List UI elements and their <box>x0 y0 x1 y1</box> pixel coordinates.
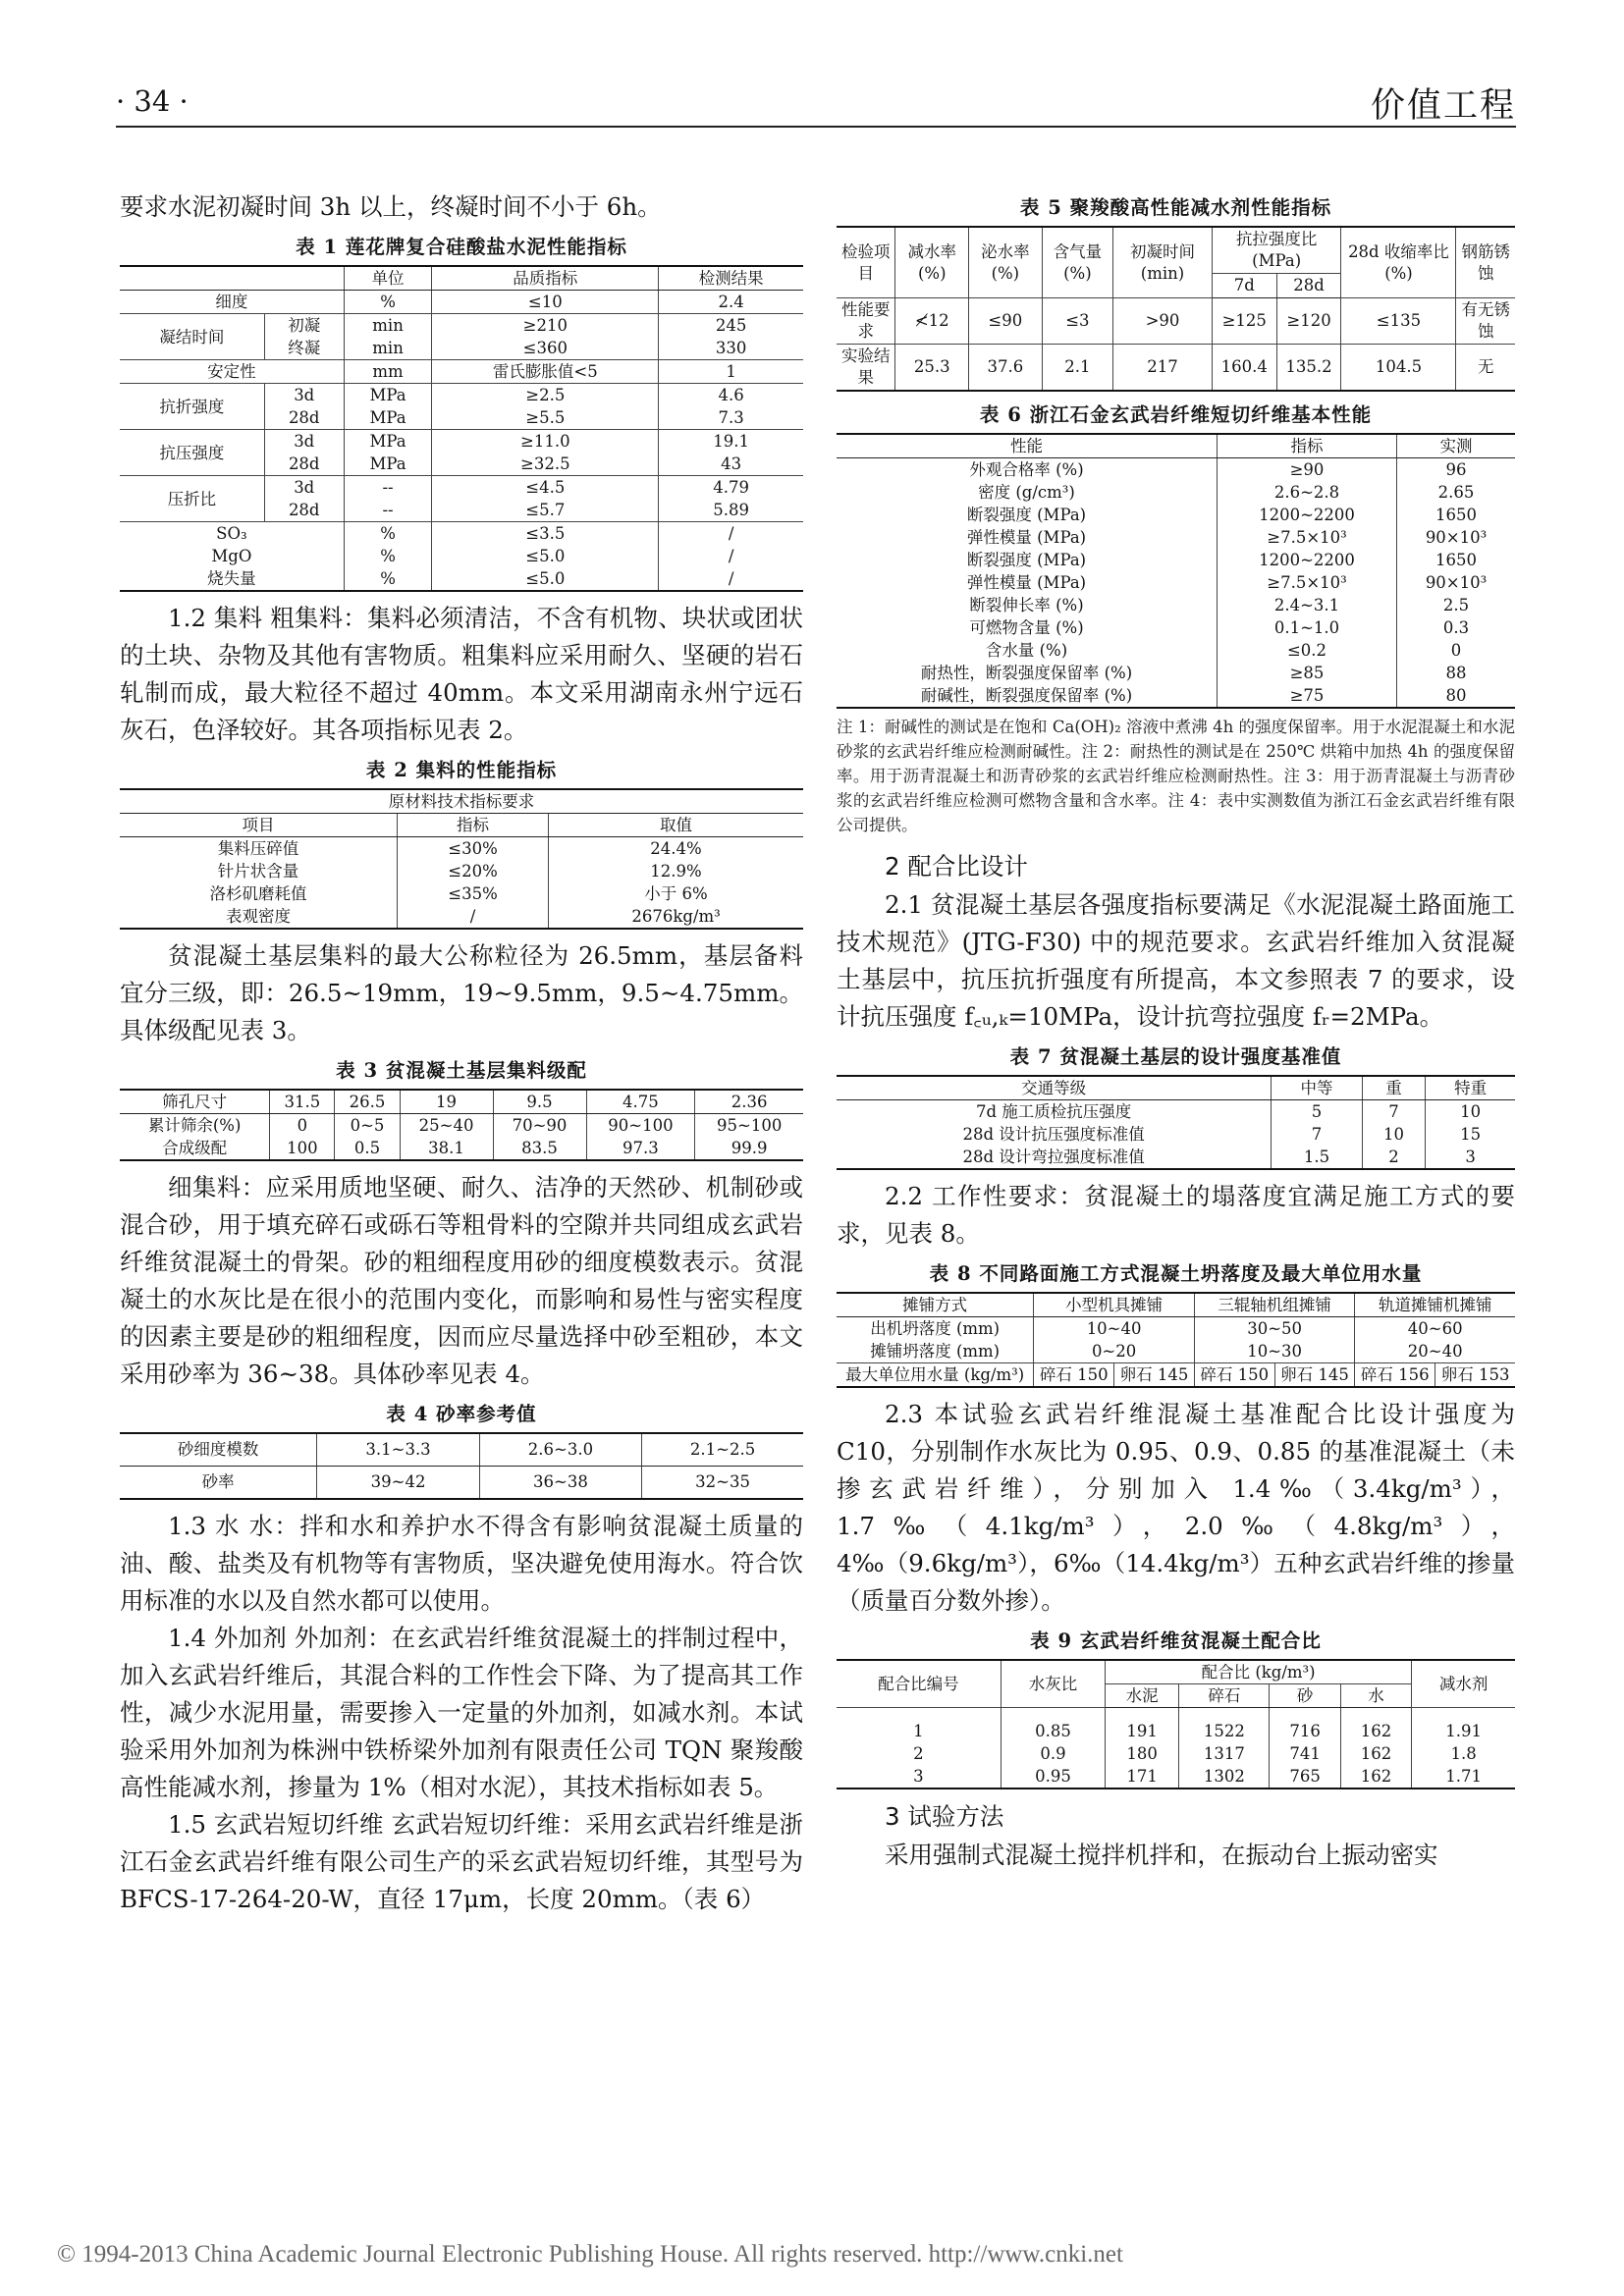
table-cell: 水 <box>1340 1684 1411 1708</box>
table-cell: 15 <box>1426 1123 1515 1146</box>
table-cell: 3 <box>1426 1146 1515 1169</box>
table-cell: 741 <box>1270 1742 1340 1765</box>
table-cell: % <box>344 567 431 591</box>
table-cell: 330 <box>659 337 803 360</box>
table-cell: 7d 施工质检抗压强度 <box>837 1100 1272 1124</box>
paragraph-1-4: 1.4 外加剂 外加剂：在玄武岩纤维贫混凝土的拌制过程中，加入玄武岩纤维后，其混合料的工作性会下降、为了提高其工作性，减少水泥用量，需要掺入一定量的外加剂，如减水剂。本试验采用外加剂为株洲中铁桥梁外加剂有限责任公司 TQN 聚羧酸高性能减水剂，掺量为 1%（相对水泥），其技术指标如表 5。 <box>120 1624 803 1801</box>
page-number: · 34 · <box>116 84 189 118</box>
table-cell: 2.5 <box>1397 594 1515 616</box>
table-cell: 外观合格率 (%) <box>837 458 1217 482</box>
table-cell: 可燃物含量 (%) <box>837 616 1217 639</box>
table-cell: ≤30% <box>398 837 549 861</box>
table-cell: 7d <box>1212 274 1276 298</box>
table-cell: 765 <box>1270 1765 1340 1789</box>
table-cell: 3.1~3.3 <box>317 1433 479 1467</box>
table8-caption: 表 8 不同路面施工方式混凝土坍落度及最大单位用水量 <box>929 1262 1423 1285</box>
copyright-footer: © 1994-2013 China Academic Journal Electronic Publishing House. All rights reserved. http://www.cnki.net <box>57 2241 1123 2268</box>
table-cell: 3d <box>264 384 344 407</box>
paragraph-fine-aggregate: 细集料：应采用质地坚硬、耐久、洁净的天然砂、机制砂或混合砂，用于填充碎石或砾石等粗骨料的空隙并共同组成玄武岩纤维贫混凝土的骨架。砂的粗细程度用砂的细度模数表示。贫混凝土的水灰比是在很小的范围内变化，而影响和易性与密实程度的因素主要是砂的粗细程度，因而应尽量选择中砂至粗砂，本文采用砂率为 36~38。具体砂率见表 4。 <box>120 1173 803 1388</box>
table-cell: 12.9% <box>549 860 803 882</box>
table-cell: 28d <box>264 406 344 430</box>
table-cell: 19.1 <box>659 430 803 454</box>
table-cell: MPa <box>344 430 431 454</box>
table-cell: 0~20 <box>1034 1340 1195 1363</box>
section-2-heading: 2 配合比设计 <box>885 852 1028 881</box>
table-cell <box>837 1708 1001 1720</box>
table-cell: 摊铺方式 <box>837 1293 1034 1317</box>
table-cell: 160.4 <box>1212 345 1276 392</box>
table-cell: min <box>344 337 431 360</box>
table-cell: ≤4.5 <box>432 476 659 500</box>
table-cell: 2.65 <box>1397 481 1515 504</box>
table-cell: 初凝时间(min) <box>1113 227 1213 298</box>
paragraph-intro: 要求水泥初凝时间 3h 以上，终凝时间不小于 6h。 <box>120 192 662 221</box>
table-cell: 弹性模量 (MPa) <box>837 571 1217 594</box>
table-cell: 19 <box>400 1090 493 1114</box>
paragraph-2-1: 2.1 贫混凝土基层各强度指标要满足《水泥混凝土路面施工技术规范》(JTG-F30) 中的规范要求。玄武岩纤维加入贫混凝土基层中，抗压抗折强度有所提高，本文参照表 7 的要求，设计抗压强度 f꜀ᵤ,ₖ=10MPa，设计抗弯拉强度 fᵣ=2MPa。 <box>837 890 1515 1031</box>
table-cell: 摊铺坍落度 (mm) <box>837 1340 1034 1363</box>
table-cell: 密度 (g/cm³) <box>837 481 1217 504</box>
table-cell: 0 <box>270 1114 335 1138</box>
table7 <box>837 1075 1515 1170</box>
table-cell: 检测结果 <box>659 266 803 291</box>
table6 <box>837 433 1515 709</box>
journal-title: 价值工程 <box>1370 86 1516 126</box>
table-cell: 减水率(%) <box>895 227 969 298</box>
table-cell: 2.6~3.0 <box>479 1433 641 1467</box>
table-cell: % <box>344 291 431 314</box>
paragraph-3: 采用强制式混凝土搅拌机拌和，在振动台上振动密实 <box>885 1840 1438 1869</box>
table-cell: 1 <box>837 1720 1001 1742</box>
table-cell: 抗压强度 <box>120 430 264 476</box>
table-cell: ≤5.0 <box>432 567 659 591</box>
table-cell: ≥90 <box>1217 458 1396 482</box>
table-cell: 80 <box>1397 684 1515 708</box>
table-cell: 30~50 <box>1194 1317 1355 1341</box>
table-cell: 无 <box>1456 345 1515 392</box>
table-cell: 中等 <box>1272 1076 1362 1100</box>
table-cell: ≤5.7 <box>432 499 659 522</box>
table-cell: 弹性模量 (MPa) <box>837 526 1217 549</box>
table-cell: 191 <box>1106 1720 1179 1742</box>
table5 <box>837 226 1515 392</box>
table-cell: 品质指标 <box>432 266 659 291</box>
table-cell: 10 <box>1426 1100 1515 1124</box>
table-cell: 135.2 <box>1276 345 1341 392</box>
table-cell: 细度 <box>120 291 344 314</box>
table-cell: 1200~2200 <box>1217 504 1396 526</box>
table-cell: -- <box>344 476 431 500</box>
table6-caption: 表 6 浙江石金玄武岩纤维短切纤维基本性能 <box>979 403 1373 426</box>
table-cell: 0~5 <box>335 1114 400 1138</box>
header-rule <box>116 126 1516 128</box>
table-cell: 实测 <box>1397 434 1515 458</box>
table-cell: ≤10 <box>432 291 659 314</box>
table-cell: 26.5 <box>335 1090 400 1114</box>
table-cell: 31.5 <box>270 1090 335 1114</box>
table4-caption: 表 4 砂率参考值 <box>386 1403 537 1425</box>
table-cell: 245 <box>659 314 803 338</box>
table-cell: 出机坍落度 (mm) <box>837 1317 1034 1341</box>
table-cell: ≤90 <box>969 298 1043 345</box>
table1-caption: 表 1 莲花牌复合硅酸盐水泥性能指标 <box>296 236 627 258</box>
table-cell: ≥210 <box>432 314 659 338</box>
table-cell: MPa <box>344 406 431 430</box>
table-cell: 0.1~1.0 <box>1217 616 1396 639</box>
table3-caption: 表 3 贫混凝土基层集料级配 <box>336 1059 587 1082</box>
table-cell <box>1179 1708 1270 1720</box>
paragraph-1-2: 1.2 集料 粗集料：集料必须清洁，不含有机物、块状或团状的土块、杂物及其他有害物质。粗集料应采用耐久、坚硬的岩石轧制而成，最大粒径不超过 40mm。本文采用湖南永州宁远石灰石，色泽较好。其各项指标见表 2。 <box>120 604 803 744</box>
table-cell: 终凝 <box>264 337 344 360</box>
table-cell: 3 <box>837 1765 1001 1789</box>
table-cell: 28d <box>264 453 344 476</box>
table-cell <box>1270 1708 1340 1720</box>
table-cell: 3d <box>264 430 344 454</box>
table-cell: mm <box>344 360 431 384</box>
table-cell: 1.5 <box>1272 1146 1362 1169</box>
table-cell: 卵石 145 <box>1274 1363 1355 1388</box>
table-cell: 716 <box>1270 1720 1340 1742</box>
table-cell: 三辊轴机组摊铺 <box>1194 1293 1355 1317</box>
table-cell: 抗折强度 <box>120 384 264 430</box>
table-cell: 项目 <box>120 814 398 837</box>
table-cell: 25.3 <box>895 345 969 392</box>
table-cell: ≥125 <box>1212 298 1276 345</box>
table-cell: ≤360 <box>432 337 659 360</box>
table-cell: 原材料技术指标要求 <box>120 789 803 814</box>
table-cell: 配合比编号 <box>837 1660 1001 1708</box>
table-cell: ≮12 <box>895 298 969 345</box>
table4 <box>120 1432 803 1500</box>
table-cell: 2.4 <box>659 291 803 314</box>
right-column <box>837 192 1515 1874</box>
table-cell: ≤35% <box>398 882 549 905</box>
table-cell: / <box>659 567 803 591</box>
table-cell: 性能 <box>837 434 1217 458</box>
table-cell: 轨道摊铺机摊铺 <box>1355 1293 1515 1317</box>
table-cell: 2.4~3.1 <box>1217 594 1396 616</box>
table-cell: 37.6 <box>969 345 1043 392</box>
table-cell: MPa <box>344 384 431 407</box>
table-cell: 1.8 <box>1412 1742 1515 1765</box>
table-cell: 凝结时间 <box>120 314 264 360</box>
table-cell: 指标 <box>398 814 549 837</box>
table-cell: 83.5 <box>493 1137 586 1160</box>
table-cell: 水灰比 <box>1001 1660 1105 1708</box>
table-cell: 交通等级 <box>837 1076 1272 1100</box>
table-cell: 1.71 <box>1412 1765 1515 1789</box>
table-cell: 36~38 <box>479 1467 641 1500</box>
table6-note: 注 1：耐碱性的测试是在饱和 Ca(OH)₂ 溶液中煮沸 4h 的强度保留率。用于水泥混凝土和水泥砂浆的玄武岩纤维应检测耐碱性。注 2：耐热性的测试是在 250℃ 烘箱中加热 4h 的强度保留率。用于沥青混凝土和沥青砂浆的玄武岩纤维应检测耐热性。注 3：用于沥青混凝土与沥青砂浆的玄武岩纤维应检测可燃物含量和含水率。注 4：表中实测数值为浙江石金玄武岩纤维有限公司提供。 <box>837 718 1515 834</box>
table-cell: 1 <box>659 360 803 384</box>
table7-caption: 表 7 贫混凝土基层的设计强度基准值 <box>1009 1045 1342 1068</box>
table-cell: 162 <box>1340 1765 1411 1789</box>
table-cell: 含气量(%) <box>1042 227 1113 298</box>
table8 <box>837 1292 1515 1388</box>
table-cell: % <box>344 545 431 567</box>
table-cell: 28d <box>1276 274 1341 298</box>
table-cell: 10 <box>1362 1123 1426 1146</box>
table-cell: 162 <box>1340 1742 1411 1765</box>
table-cell: 97.3 <box>586 1137 695 1160</box>
table1 <box>120 265 803 592</box>
table-cell: 99.9 <box>695 1137 803 1160</box>
table-cell: 耐热性，断裂强度保留率 (%) <box>837 662 1217 684</box>
table-cell: 泌水率(%) <box>969 227 1043 298</box>
table-cell: 性能要求 <box>837 298 895 345</box>
table-cell: 104.5 <box>1341 345 1456 392</box>
table-cell: 180 <box>1106 1742 1179 1765</box>
table-cell: 取值 <box>549 814 803 837</box>
table-cell: 0 <box>1397 639 1515 662</box>
table-cell: 洛杉矶磨耗值 <box>120 882 398 905</box>
table-cell: 4.79 <box>659 476 803 500</box>
table-cell: 40~60 <box>1355 1317 1515 1341</box>
table-cell: ≥11.0 <box>432 430 659 454</box>
table-cell: 32~35 <box>642 1467 803 1500</box>
table-cell: 88 <box>1397 662 1515 684</box>
table-cell: 碎石 156 <box>1355 1363 1435 1388</box>
table-cell: 70~90 <box>493 1114 586 1138</box>
table-cell: 2 <box>1362 1146 1426 1169</box>
table-cell: 2 <box>837 1742 1001 1765</box>
table-cell: 重 <box>1362 1076 1426 1100</box>
table-cell <box>1106 1708 1179 1720</box>
table-cell <box>1412 1708 1515 1720</box>
table-cell: 最大单位用水量 (kg/m³) <box>837 1363 1034 1388</box>
table-cell: 43 <box>659 453 803 476</box>
table-cell: 碎石 150 <box>1034 1363 1114 1388</box>
paragraph-1-5: 1.5 玄武岩短切纤维 玄武岩短切纤维：采用玄武岩纤维是浙江石金玄武岩纤维有限公司生产的采玄武岩短切纤维，其型号为 BFCS-17-264-20-W，直径 17μm，长度 20mm。（表 6） <box>120 1810 803 1913</box>
table-cell: 28d 设计弯拉强度标准值 <box>837 1146 1272 1169</box>
table-cell: 1522 <box>1179 1720 1270 1742</box>
table-cell: 100 <box>270 1137 335 1160</box>
table-cell: 2.1~2.5 <box>642 1433 803 1467</box>
table-cell: 针片状含量 <box>120 860 398 882</box>
table-cell: ≤3.5 <box>432 522 659 546</box>
table-cell: 28d 收缩率比(%) <box>1341 227 1456 298</box>
table-cell: 卵石 153 <box>1435 1363 1515 1388</box>
table-cell: / <box>398 905 549 929</box>
table-cell: 单位 <box>344 266 431 291</box>
table-cell <box>1340 1708 1411 1720</box>
table-cell: 断裂强度 (MPa) <box>837 549 1217 571</box>
table-cell: % <box>344 522 431 546</box>
table-cell: 4.75 <box>586 1090 695 1114</box>
table-cell: 10~30 <box>1194 1340 1355 1363</box>
left-column <box>120 188 803 1918</box>
table-cell: >90 <box>1113 298 1213 345</box>
table-cell: 90×10³ <box>1397 571 1515 594</box>
table-cell: / <box>659 522 803 546</box>
table2-caption: 表 2 集料的性能指标 <box>365 759 558 781</box>
table-cell: 特重 <box>1426 1076 1515 1100</box>
table-cell: ≥7.5×10³ <box>1217 526 1396 549</box>
table-cell: 217 <box>1113 345 1213 392</box>
table-cell: / <box>659 545 803 567</box>
table2 <box>120 788 803 930</box>
table-cell: 碎石 150 <box>1194 1363 1274 1388</box>
table-cell <box>1001 1708 1105 1720</box>
table-cell: 7.3 <box>659 406 803 430</box>
table-cell: 安定性 <box>120 360 344 384</box>
table-cell: ≤135 <box>1341 298 1456 345</box>
table-cell: 39~42 <box>317 1467 479 1500</box>
table-cell: 2.6~2.8 <box>1217 481 1396 504</box>
table-cell: 雷氏膨胀值<5 <box>432 360 659 384</box>
table-cell: 指标 <box>1217 434 1396 458</box>
table9 <box>837 1659 1515 1789</box>
table-cell: ≤20% <box>398 860 549 882</box>
table-cell: 0.9 <box>1001 1742 1105 1765</box>
table-cell: 表观密度 <box>120 905 398 929</box>
table-cell: 3d <box>264 476 344 500</box>
table-cell: 小型机具摊铺 <box>1034 1293 1195 1317</box>
table-cell: 24.4% <box>549 837 803 861</box>
table3 <box>120 1089 803 1161</box>
table9-caption: 表 9 玄武岩纤维贫混凝土配合比 <box>1030 1629 1322 1652</box>
table-cell: 90×10³ <box>1397 526 1515 549</box>
table-cell: min <box>344 314 431 338</box>
table-cell: 0.5 <box>335 1137 400 1160</box>
table-cell: 38.1 <box>400 1137 493 1160</box>
table-cell: 1302 <box>1179 1765 1270 1789</box>
table-cell: ≥7.5×10³ <box>1217 571 1396 594</box>
table-cell: 2676kg/m³ <box>549 905 803 929</box>
table-cell: MgO <box>120 545 344 567</box>
table-cell: 烧失量 <box>120 567 344 591</box>
table-cell: 小于 6% <box>549 882 803 905</box>
table-cell: 2.1 <box>1042 345 1113 392</box>
table-cell: 4.6 <box>659 384 803 407</box>
table-cell: 0.3 <box>1397 616 1515 639</box>
paragraph-2-3: 2.3 本试验玄武岩纤维混凝土基准配合比设计强度为 C10，分别制作水灰比为 0.95、0.9、0.85 的基准混凝土（未掺玄武岩纤维），分别加入 1.4‰（3.4kg/m³），1.7‰（4.1kg/m³），2.0‰（4.8kg/m³），4‰（9.6kg/m³），6‰（14.4kg/m³）五种玄武岩纤维的掺量（质量百分数外掺）。 <box>837 1400 1515 1615</box>
table-cell: 95~100 <box>695 1114 803 1138</box>
table-cell: ≤5.0 <box>432 545 659 567</box>
table-cell: 7 <box>1272 1123 1362 1146</box>
table-cell: 28d <box>264 499 344 522</box>
table-cell: 28d 设计抗压强度标准值 <box>837 1123 1272 1146</box>
table-cell: 砂率 <box>120 1467 317 1500</box>
table-cell: 162 <box>1340 1720 1411 1742</box>
table-cell: 抗拉强度比(MPa) <box>1212 227 1341 274</box>
table-cell: 0.95 <box>1001 1765 1105 1789</box>
table-cell: 筛孔尺寸 <box>120 1090 270 1114</box>
table-cell: 减水剂 <box>1412 1660 1515 1708</box>
table-cell: ≥2.5 <box>432 384 659 407</box>
table-cell: 25~40 <box>400 1114 493 1138</box>
table-cell: 钢筋锈蚀 <box>1456 227 1515 298</box>
table-cell: 含水量 (%) <box>837 639 1217 662</box>
table-cell: SO₃ <box>120 522 344 546</box>
table-cell: 水泥 <box>1106 1684 1179 1708</box>
table-cell: 5 <box>1272 1100 1362 1124</box>
table-cell: ≥85 <box>1217 662 1396 684</box>
table-cell: 压折比 <box>120 476 264 522</box>
table-cell: MPa <box>344 453 431 476</box>
table-cell: -- <box>344 499 431 522</box>
table-cell: 实验结果 <box>837 345 895 392</box>
table-cell: 1650 <box>1397 504 1515 526</box>
table-cell: 5.89 <box>659 499 803 522</box>
table-cell: 碎石 <box>1179 1684 1270 1708</box>
table-cell: 1317 <box>1179 1742 1270 1765</box>
table-cell: 卵石 145 <box>1114 1363 1195 1388</box>
table-cell: 10~40 <box>1034 1317 1195 1341</box>
table-cell: 1650 <box>1397 549 1515 571</box>
table-cell: 检验项目 <box>837 227 895 298</box>
table-cell: 累计筛余(%) <box>120 1114 270 1138</box>
table-cell: 171 <box>1106 1765 1179 1789</box>
table-cell: 7 <box>1362 1100 1426 1124</box>
table-cell: 配合比 (kg/m³) <box>1106 1660 1412 1684</box>
table-cell: ≥120 <box>1276 298 1341 345</box>
table-cell: ≤3 <box>1042 298 1113 345</box>
table-cell: 耐碱性，断裂强度保留率 (%) <box>837 684 1217 708</box>
table-cell: 合成级配 <box>120 1137 270 1160</box>
table-cell: 有无锈蚀 <box>1456 298 1515 345</box>
table-cell: 初凝 <box>264 314 344 338</box>
paragraph-grading: 贫混凝土基层集料的最大公称粒径为 26.5mm，基层备料宜分三级，即：26.5~19mm，19~9.5mm，9.5~4.75mm。具体级配见表 3。 <box>120 941 803 1044</box>
table-cell: 9.5 <box>493 1090 586 1114</box>
paragraph-2-2: 2.2 工作性要求：贫混凝土的塌落度宜满足施工方式的要求，见表 8。 <box>837 1182 1515 1248</box>
section-3-heading: 3 试验方法 <box>885 1801 1004 1831</box>
table-cell: 断裂伸长率 (%) <box>837 594 1217 616</box>
table-cell: 集料压碎值 <box>120 837 398 861</box>
table-cell: ≤0.2 <box>1217 639 1396 662</box>
paragraph-1-3: 1.3 水 水：拌和水和养护水不得含有影响贫混凝土质量的油、酸、盐类及有机物等有害物质，坚决避免使用海水。符合饮用标准的水以及自然水都可以使用。 <box>120 1512 803 1615</box>
table-cell: 20~40 <box>1355 1340 1515 1363</box>
table-cell: 断裂强度 (MPa) <box>837 504 1217 526</box>
table-cell: 砂 <box>1270 1684 1340 1708</box>
table-cell: ≥32.5 <box>432 453 659 476</box>
table-cell: 90~100 <box>586 1114 695 1138</box>
table-cell: 2.36 <box>695 1090 803 1114</box>
table-cell: 96 <box>1397 458 1515 482</box>
table-cell <box>120 266 344 291</box>
table-cell: 1.91 <box>1412 1720 1515 1742</box>
table-cell: 砂细度模数 <box>120 1433 317 1467</box>
table-cell: ≥75 <box>1217 684 1396 708</box>
table5-caption: 表 5 聚羧酸高性能减水剂性能指标 <box>1019 196 1332 219</box>
table-cell: ≥5.5 <box>432 406 659 430</box>
table-cell: 0.85 <box>1001 1720 1105 1742</box>
table-cell: 1200~2200 <box>1217 549 1396 571</box>
